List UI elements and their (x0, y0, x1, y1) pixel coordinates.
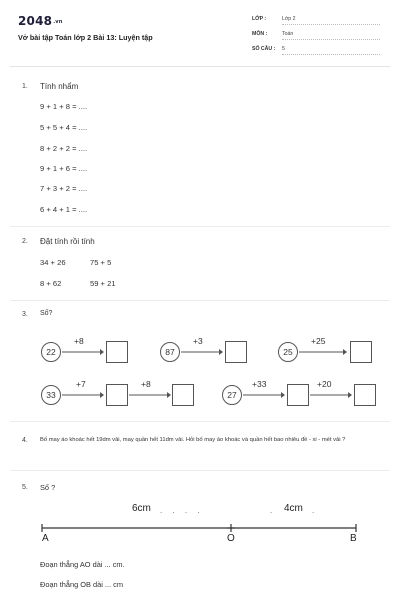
meta-count-label: SỐ CÂU : (252, 46, 276, 52)
arrow-icon (181, 347, 223, 357)
question-number: 1. (22, 83, 28, 90)
meta-subject-value: Toán (282, 31, 294, 37)
operation-label: +3 (193, 336, 203, 346)
start-number-circle: 27 (222, 385, 242, 405)
expression: 8 + 2 + 2 = .... (40, 144, 88, 153)
question-number: 3. (22, 311, 28, 318)
answer-line: Đoạn thẳng OB dài ... cm (40, 580, 123, 589)
segment-line (40, 522, 360, 538)
start-number-circle: 33 (41, 385, 61, 405)
dots-decoration: . (270, 506, 273, 515)
point-label-o: O (227, 533, 235, 544)
answer-box[interactable] (350, 341, 372, 363)
meta-subject-label: MÔN : (252, 31, 268, 37)
expression: 75 + 5 (90, 258, 112, 267)
expression: 34 + 26 (40, 258, 66, 267)
answer-box[interactable] (106, 384, 128, 406)
arrow-icon (62, 390, 104, 400)
question-number: 4. (22, 437, 28, 444)
meta-class (252, 16, 380, 28)
expression: 7 + 3 + 2 = .... (40, 184, 88, 193)
start-number-circle: 25 (278, 342, 298, 362)
section-divider (10, 470, 390, 471)
arrow-icon (129, 390, 171, 400)
section-divider (10, 226, 390, 227)
meta-line (282, 54, 380, 55)
arrow-icon (243, 390, 285, 400)
expression: 6 + 4 + 1 = .... (40, 205, 88, 214)
expression: 59 + 21 (90, 279, 116, 288)
meta-class-label: LỚP : (252, 16, 267, 22)
answer-line: Đoạn thẳng AO dài ... cm. (40, 560, 125, 569)
distance-label-ao: 6cm (132, 503, 151, 514)
expression: 9 + 1 + 8 = .... (40, 102, 88, 111)
arrow-icon (310, 390, 352, 400)
section-divider (10, 421, 390, 422)
meta-subject (252, 31, 380, 43)
distance-label-ob: 4cm (284, 503, 303, 514)
operation-label: +8 (141, 379, 151, 389)
question-title: Số ? (40, 483, 56, 492)
section-divider (10, 300, 390, 301)
arrow-icon (299, 347, 347, 357)
point-label-a: A (42, 533, 49, 544)
meta-count (252, 46, 380, 58)
meta-class-value: Lớp 2 (282, 16, 296, 22)
operation-label: +25 (311, 336, 326, 346)
start-number-circle: 22 (41, 342, 61, 362)
dots-decoration: . . . . (160, 506, 204, 515)
logo-text: 2048 (18, 14, 53, 28)
answer-box[interactable] (354, 384, 376, 406)
meta-line (282, 39, 380, 40)
point-label-b: B (350, 533, 357, 544)
question-number: 2. (22, 238, 28, 245)
page-title: Vở bài tập Toán lớp 2 Bài 13: Luyện tập (18, 33, 153, 42)
dots-decoration: . (312, 506, 315, 515)
question-title: Số? (40, 310, 53, 317)
logo-domain: .vn (53, 19, 63, 25)
operation-label: +8 (74, 336, 84, 346)
word-problem-text: Bố may áo khoác hết 19dm vải, may quần hết 11dm vải. Hỏi bố may áo khoác và quần hết bao nhiêu đề - xi - mét vải ? (40, 437, 346, 443)
expression: 9 + 1 + 6 = .... (40, 164, 88, 173)
start-number-circle: 87 (160, 342, 180, 362)
header-divider (10, 66, 390, 67)
meta-count-value: 5 (282, 46, 285, 52)
answer-box[interactable] (287, 384, 309, 406)
question-title: Tính nhẩm (40, 82, 79, 91)
question-number: 5. (22, 484, 28, 491)
answer-box[interactable] (106, 341, 128, 363)
expression: 8 + 62 (40, 279, 62, 288)
operation-label: +33 (252, 379, 267, 389)
operation-label: +7 (76, 379, 86, 389)
answer-box[interactable] (172, 384, 194, 406)
operation-label: +20 (317, 379, 332, 389)
answer-box[interactable] (225, 341, 247, 363)
site-logo[interactable] (18, 14, 63, 28)
expression: 5 + 5 + 4 = .... (40, 123, 88, 132)
arrow-icon (62, 347, 104, 357)
question-title: Đặt tính rồi tính (40, 237, 95, 246)
meta-line (282, 24, 380, 25)
